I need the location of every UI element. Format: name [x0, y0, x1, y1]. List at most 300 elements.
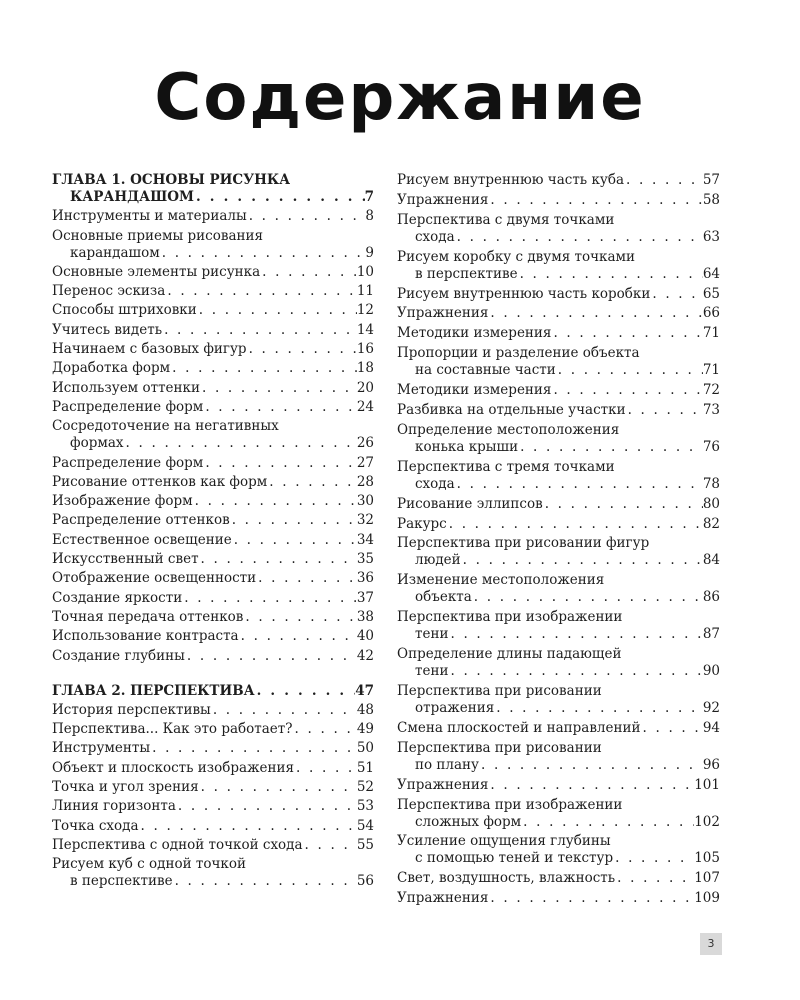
toc-entry-title: тени — [415, 663, 449, 680]
toc-entry-title: формах — [70, 435, 124, 452]
toc-entry-title: Распределение форм — [52, 454, 204, 471]
toc-page-number: 7 — [364, 189, 374, 205]
toc-entry-line — [397, 382, 720, 399]
toc-entry-title: Перспектива с двумя точками — [397, 211, 615, 228]
dot-leader — [194, 189, 365, 206]
toc-entry-title: Рисуем внутреннюю часть куба — [397, 172, 625, 188]
toc-entry-title: Определение местоположения — [397, 421, 620, 438]
toc-page-number: 54 — [356, 817, 374, 834]
dot-leader — [551, 325, 702, 342]
toc-entry-line — [397, 459, 720, 476]
dot-leader — [267, 474, 357, 491]
toc-entry-title: Распределение форм — [52, 398, 204, 415]
toc-entry — [397, 286, 720, 303]
toc-page-number: 94 — [702, 719, 720, 736]
toc-entry — [52, 740, 374, 757]
dot-leader — [518, 439, 703, 456]
toc-entry-title: Естественное освещение — [52, 531, 232, 548]
dot-leader — [203, 455, 357, 472]
toc-entry-title: Свет, воздушность, влажность — [397, 870, 616, 887]
toc-entry-line — [397, 422, 720, 439]
toc-entry-line — [52, 609, 374, 626]
dot-leader — [650, 286, 702, 303]
toc-entry-title: Сосредоточение на негативных — [52, 418, 279, 435]
toc-page-number: 71 — [702, 362, 720, 379]
dot-leader — [193, 493, 357, 510]
toc-entry — [397, 535, 720, 569]
dot-leader — [247, 341, 357, 358]
toc-entry — [52, 512, 374, 529]
toc-entry-line — [52, 837, 374, 854]
toc-entry — [397, 422, 720, 456]
dot-leader — [247, 208, 366, 225]
toc-entry-line — [52, 380, 374, 397]
toc-page-number: 27 — [356, 454, 374, 471]
toc-entry — [52, 283, 374, 300]
toc-entry — [397, 683, 720, 717]
dot-leader — [199, 779, 357, 796]
toc-page-number: 34 — [356, 531, 374, 548]
toc-page-number: 90 — [702, 663, 720, 680]
toc-chapter-heading — [52, 172, 374, 206]
dot-leader — [613, 850, 694, 867]
toc-entry — [52, 264, 374, 281]
dot-leader — [260, 264, 357, 281]
toc-entry-line — [52, 818, 374, 835]
toc-entry — [52, 380, 374, 397]
toc-entry-title: Начинаем с базовых фигур — [52, 341, 247, 358]
toc-entry-title: Использование контраста — [52, 628, 239, 645]
toc-entry — [52, 648, 374, 665]
dot-leader — [518, 266, 703, 283]
toc-entry — [397, 646, 720, 680]
toc-entry-line — [52, 760, 374, 777]
toc-page-number: 80 — [702, 495, 720, 512]
toc-entry-line — [52, 189, 374, 206]
toc-page-number: 102 — [694, 813, 720, 830]
toc-entry — [397, 382, 720, 399]
dot-leader — [521, 814, 694, 831]
toc-page-number: 47 — [355, 682, 374, 699]
toc-entry-line — [397, 572, 720, 589]
toc-page-number: 9 — [365, 244, 374, 261]
toc-entry-title: Методики измерения — [397, 325, 552, 342]
dot-leader — [176, 798, 357, 815]
toc-page-number: 66 — [702, 305, 720, 322]
toc-entry-title: Перспектива при рисовании — [397, 683, 602, 700]
toc-entry-line — [397, 646, 720, 663]
toc-page-number: 48 — [356, 701, 374, 718]
dot-leader — [447, 516, 703, 533]
dot-leader — [488, 777, 694, 794]
toc-page-number: 11 — [356, 283, 374, 300]
toc-entry — [397, 890, 720, 907]
toc-entry-title: Точная передача оттенков — [52, 608, 244, 625]
toc-entry-line — [397, 609, 720, 626]
toc-entry-title: Распределение оттенков — [52, 512, 230, 529]
toc-left-column — [52, 172, 374, 893]
toc-entry-line — [52, 628, 374, 645]
toc-entry-line — [52, 399, 374, 416]
toc-entry-title: Искусственный свет — [52, 551, 199, 568]
toc-entry — [52, 455, 374, 472]
toc-entry-line — [397, 683, 720, 700]
toc-page-number: 87 — [702, 626, 720, 643]
toc-entry — [52, 628, 374, 645]
toc-entry-title: Рисование оттенков как форм — [52, 473, 268, 490]
toc-entry-line — [397, 305, 720, 322]
dot-leader — [199, 551, 357, 568]
dot-leader — [256, 570, 357, 587]
toc-chapter-heading — [52, 683, 374, 700]
dot-leader — [556, 362, 703, 379]
dot-leader — [162, 322, 357, 339]
toc-entry — [52, 837, 374, 854]
toc-entry-title: Доработка форм — [52, 360, 171, 377]
dot-leader — [124, 435, 357, 452]
toc-entry — [52, 322, 374, 339]
toc-entry-title: на составные части — [415, 362, 556, 379]
dot-leader — [461, 552, 703, 569]
dot-leader — [170, 360, 357, 377]
toc-entry-title: Изображение форм — [52, 493, 193, 510]
toc-entry-line — [52, 245, 374, 262]
toc-entry-title: Перспектива при рисовании фигур — [397, 535, 650, 552]
toc-entry-title: Упражнения — [397, 191, 489, 208]
dot-leader — [472, 589, 703, 606]
dot-leader — [150, 740, 357, 757]
toc-entry-title: тени — [415, 626, 449, 643]
toc-page-number: 20 — [356, 379, 374, 396]
dot-leader — [543, 496, 703, 513]
toc-entry-line — [397, 229, 720, 246]
page-number-badge: 3 — [700, 933, 722, 955]
toc-entry-title: Рисуем внутреннюю часть коробки — [397, 285, 651, 302]
toc-entry — [52, 551, 374, 568]
toc-page-number: 42 — [356, 647, 374, 664]
toc-entry-line — [52, 455, 374, 472]
toc-page-number: 57 — [702, 172, 720, 188]
toc-entry — [397, 459, 720, 493]
toc-page-number: 51 — [356, 759, 374, 776]
toc-entry-title: схода — [415, 475, 455, 492]
toc-entry-title: Точка и угол зрения — [52, 779, 199, 796]
toc-entry — [52, 474, 374, 491]
toc-entry-title: Учитесь видеть — [52, 321, 163, 338]
toc-entry-line — [397, 870, 720, 887]
toc-page-number: 14 — [356, 321, 374, 338]
toc-entry-line — [397, 552, 720, 569]
dot-leader — [293, 721, 357, 738]
toc-entry — [397, 797, 720, 831]
toc-entry-line — [52, 360, 374, 377]
toc-page-number: 58 — [702, 191, 720, 208]
toc-entry-line — [52, 648, 374, 665]
toc-entry-title: Рисование эллипсов — [397, 495, 543, 512]
toc-page-number: 28 — [356, 473, 374, 490]
toc-entry-line — [52, 493, 374, 510]
toc-entry-title: Упражнения — [397, 305, 489, 322]
toc-entry-title: Изменение местоположения — [397, 572, 605, 589]
dot-leader — [448, 663, 702, 680]
toc-entry-line — [52, 856, 374, 873]
toc-entry-line — [397, 516, 720, 533]
toc-entry — [52, 341, 374, 358]
toc-entry — [397, 249, 720, 283]
dot-leader — [200, 380, 357, 397]
toc-entry — [52, 856, 374, 890]
toc-entry-line — [397, 777, 720, 794]
toc-page-number: 105 — [694, 850, 720, 867]
toc-entry-title: Создание глубины — [52, 647, 185, 664]
toc-entry-title: людей — [415, 552, 461, 569]
toc-entry-title: Пропорции и разделение объекта — [397, 345, 640, 362]
toc-entry-title: Методики измерения — [397, 382, 552, 399]
toc-entry-title: Смена плоскостей и направлений — [397, 719, 641, 736]
toc-entry — [52, 360, 374, 377]
toc-page-number: 52 — [356, 779, 374, 796]
toc-entry-line — [397, 890, 720, 907]
toc-entry-line — [397, 362, 720, 379]
toc-page-number: 82 — [702, 515, 720, 532]
toc-entry — [52, 798, 374, 815]
toc-entry-title: Упражнения — [397, 890, 489, 907]
toc-entry — [397, 777, 720, 794]
toc-entry — [52, 818, 374, 835]
dot-leader — [488, 305, 702, 322]
dot-leader — [232, 532, 357, 549]
toc-entry-title: Разбивка на отдельные участки — [397, 402, 626, 419]
toc-entry-line — [397, 439, 720, 456]
toc-entry — [52, 493, 374, 510]
toc-entry-title: Перспектива... Как это работает? — [52, 721, 293, 738]
toc-entry-line — [397, 740, 720, 757]
toc-entry-title: Перспектива с одной точкой схода — [52, 836, 303, 853]
toc-entry-line — [397, 476, 720, 493]
toc-page-number: 55 — [356, 836, 374, 853]
toc-entry-line — [52, 570, 374, 587]
dot-leader — [211, 702, 357, 719]
toc-entry-title: КАРАНДАШОМ — [70, 189, 194, 205]
dot-leader — [173, 873, 357, 890]
toc-entry — [52, 721, 374, 738]
toc-entry-line — [397, 589, 720, 606]
toc-entry-title: Инструменты и материалы — [52, 208, 247, 225]
toc-entry-line — [397, 626, 720, 643]
toc-page-number: 32 — [356, 512, 374, 529]
toc-entry-title: карандашом — [70, 244, 160, 261]
dot-leader — [455, 476, 703, 493]
toc-entry-line — [52, 512, 374, 529]
dot-leader — [197, 302, 357, 319]
toc-page-number: 63 — [702, 228, 720, 245]
toc-entry-title: Определение длины падающей — [397, 646, 622, 663]
toc-page-number: 101 — [694, 776, 720, 793]
dot-leader — [230, 512, 357, 529]
toc-entry-title: Объект и плоскость изображения — [52, 759, 294, 776]
toc-page-number: 8 — [365, 208, 374, 225]
toc-entry-line — [397, 325, 720, 342]
toc-entry — [397, 516, 720, 533]
toc-page-number: 107 — [694, 870, 720, 887]
toc-page-number: 38 — [356, 608, 374, 625]
dot-leader — [640, 720, 702, 737]
toc-entry-line — [52, 322, 374, 339]
toc-entry-title: Упражнения — [397, 776, 489, 793]
dot-leader — [303, 837, 357, 854]
page-title: Содержание — [154, 61, 646, 135]
toc-entry-title: Инструменты — [52, 740, 151, 757]
dot-leader — [626, 402, 703, 419]
toc-entry-line — [52, 798, 374, 815]
toc-entry-line — [52, 228, 374, 245]
toc-entry-line — [52, 435, 374, 452]
toc-page-number: 73 — [702, 402, 720, 419]
toc-entry-line — [52, 873, 374, 890]
dot-leader — [139, 818, 357, 835]
dot-leader — [488, 890, 694, 907]
toc-entry — [52, 208, 374, 225]
dot-leader — [455, 229, 703, 246]
dot-leader — [255, 683, 356, 700]
dot-leader — [615, 870, 694, 887]
toc-page-number: 49 — [356, 721, 374, 738]
toc-entry-line — [52, 532, 374, 549]
toc-entry-line — [397, 797, 720, 814]
dot-leader — [488, 192, 702, 209]
toc-entry — [397, 305, 720, 322]
dot-leader — [160, 245, 366, 262]
toc-page-number: 96 — [702, 756, 720, 773]
toc-entry-title: Основные элементы рисунка — [52, 263, 261, 280]
toc-page-number: 40 — [356, 628, 374, 645]
toc-entry-title: Способы штриховки — [52, 302, 197, 319]
toc-entry — [397, 325, 720, 342]
toc-page-number: 16 — [356, 341, 374, 358]
dot-leader — [203, 399, 357, 416]
toc-entry-line — [52, 551, 374, 568]
dot-leader — [185, 648, 357, 665]
toc-entry-line — [52, 172, 374, 189]
toc-entry — [397, 345, 720, 379]
toc-entry — [52, 590, 374, 607]
toc-entry-line — [52, 302, 374, 319]
toc-entry-line — [397, 700, 720, 717]
toc-entry-line — [397, 249, 720, 266]
toc-entry-line — [52, 341, 374, 358]
toc-entry-title: Перспектива с тремя точками — [397, 458, 615, 475]
toc-entry-line — [397, 757, 720, 774]
toc-entry — [52, 760, 374, 777]
toc-entry — [52, 418, 374, 452]
toc-entry — [397, 402, 720, 419]
toc-page-number: 64 — [702, 265, 720, 282]
toc-entry-line — [397, 814, 720, 831]
dot-leader — [182, 590, 357, 607]
toc-entry-title: Усиление ощущения глубины — [397, 833, 611, 850]
toc-page-number: 86 — [702, 589, 720, 606]
toc-entry-title: Точка схода — [52, 817, 139, 834]
toc-page-number: 72 — [702, 382, 720, 399]
toc-entry-title: сложных форм — [415, 813, 522, 830]
toc-entry-line — [397, 720, 720, 737]
toc-entry-title: Создание яркости — [52, 589, 183, 606]
toc-entry-title: в перспективе — [415, 265, 518, 282]
toc-entry-line — [397, 345, 720, 362]
toc-entry-line — [397, 535, 720, 552]
toc-entry-title: объекта — [415, 589, 472, 606]
dot-leader — [479, 757, 703, 774]
toc-entry-line — [397, 172, 720, 189]
toc-entry-line — [52, 683, 374, 700]
dot-leader — [294, 760, 357, 777]
toc-entry-title: Основные приемы рисования — [52, 227, 264, 244]
toc-page-number: 26 — [356, 435, 374, 452]
toc-entry-line — [397, 496, 720, 513]
toc-entry-line — [397, 402, 720, 419]
toc-page-number: 36 — [356, 570, 374, 587]
toc-entry — [52, 570, 374, 587]
toc-entry-title: История перспективы — [52, 701, 211, 718]
toc-entry-line — [52, 264, 374, 281]
toc-entry — [397, 870, 720, 887]
toc-entry — [52, 228, 374, 262]
toc-entry-line — [397, 192, 720, 209]
toc-page-number: 37 — [356, 589, 374, 606]
toc-entry-title: Рисуем куб с одной точкой — [52, 856, 246, 873]
toc-entry-line — [397, 850, 720, 867]
dot-leader — [494, 700, 703, 717]
dot-leader — [243, 609, 356, 626]
toc-entry-line — [397, 833, 720, 850]
toc-page-number: 84 — [702, 552, 720, 569]
toc-entry-line — [397, 266, 720, 283]
toc-page-number: 109 — [694, 890, 720, 907]
toc-entry — [52, 532, 374, 549]
toc-entry-line — [52, 283, 374, 300]
toc-entry-title: Ракурс — [397, 515, 447, 532]
toc-entry-title: Перенос эскиза — [52, 283, 166, 300]
toc-page-number: 30 — [356, 493, 374, 510]
toc-entry — [397, 572, 720, 606]
toc-entry-title: Перспектива при рисовании — [397, 739, 602, 756]
toc-page-number: 10 — [356, 263, 374, 280]
toc-page-number: 78 — [702, 475, 720, 492]
toc-entry — [397, 833, 720, 867]
dot-leader — [551, 382, 702, 399]
toc-entry-title: Перспектива при изображении — [397, 796, 623, 813]
toc-entry — [52, 302, 374, 319]
toc-entry-title: отражения — [415, 700, 495, 717]
toc-page-number: 12 — [356, 302, 374, 319]
toc-entry — [52, 779, 374, 796]
toc-entry — [397, 212, 720, 246]
toc-entry-line — [52, 208, 374, 225]
toc-page-number: 71 — [702, 325, 720, 342]
toc-entry-line — [52, 779, 374, 796]
toc-right-column — [397, 172, 720, 910]
toc-page-number: 18 — [356, 360, 374, 377]
toc-entry-title: схода — [415, 228, 455, 245]
toc-entry-title: Рисуем коробку с двумя точками — [397, 248, 636, 265]
toc-entry-line — [397, 663, 720, 680]
dot-leader — [239, 628, 357, 645]
toc-entry — [397, 496, 720, 513]
toc-entry-title: в перспективе — [70, 873, 173, 890]
toc-page-number: 50 — [356, 740, 374, 757]
toc-entry-title: Используем оттенки — [52, 379, 200, 396]
toc-entry — [397, 720, 720, 737]
